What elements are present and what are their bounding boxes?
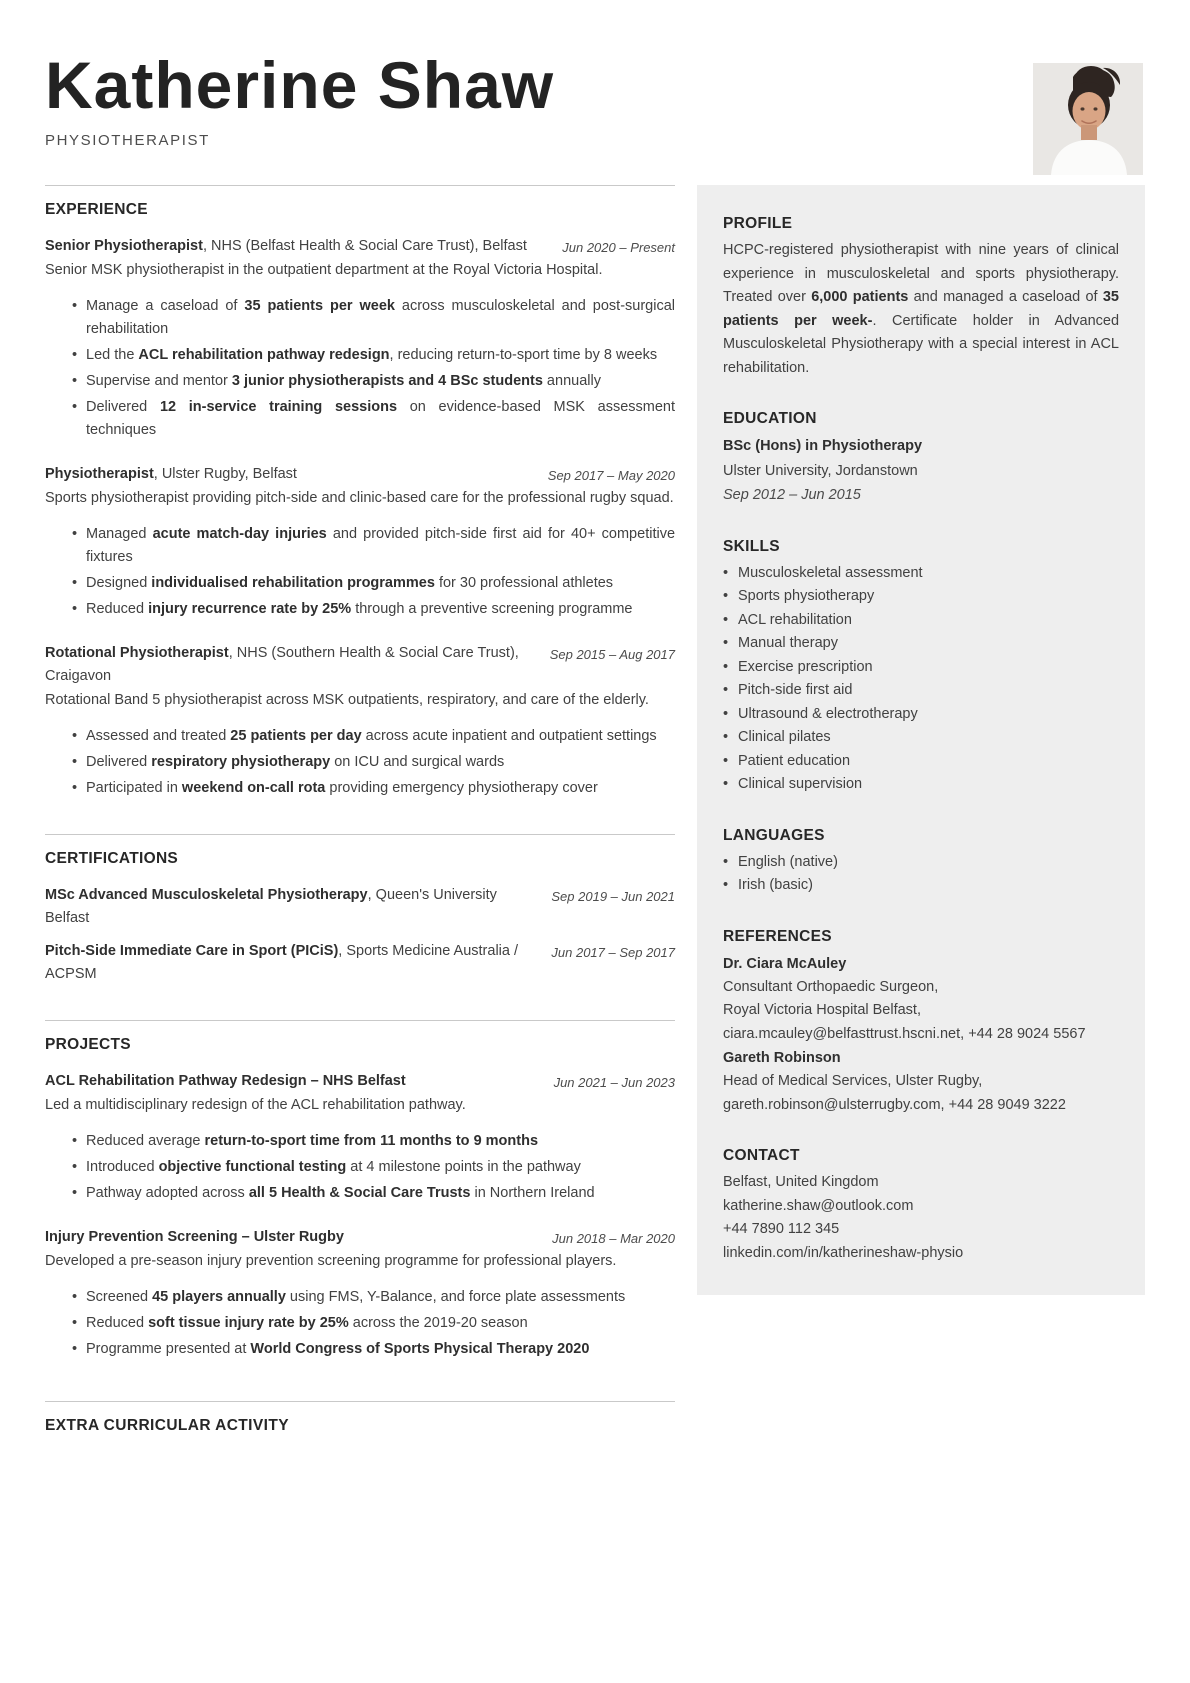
skill-item: • Manual therapy [723, 632, 1119, 656]
section-certifications [45, 834, 675, 986]
section-experience [45, 185, 675, 800]
bullet-item: • Reduced soft tissue injury rate by 25% across the 2019-20 season [45, 1312, 675, 1335]
entry-title: Physiotherapist, Ulster Rugby, Belfast [45, 466, 297, 483]
bullet-item: • Supervise and mentor 3 junior physiotherapists and 4 BSc students annually [45, 370, 675, 393]
reference [723, 1046, 1119, 1117]
section-skills [723, 538, 1119, 797]
entry-summary: Led a multidisciplinary redesign of the ACL rehabilitation pathway. [45, 1097, 466, 1114]
section-languages [723, 827, 1119, 898]
section-divider [45, 834, 675, 835]
person-name: Katherine Shaw [45, 48, 555, 122]
entry-header [45, 884, 675, 930]
bullet-item: • Assessed and treated 25 patients per day across acute inpatient and outpatient settings [45, 725, 675, 748]
reference-line: Head of Medical Services, Ulster Rugby, [723, 1073, 983, 1090]
contact-linkedin: linkedin.com/in/katherineshaw-physio [723, 1244, 964, 1261]
section-profile [723, 215, 1119, 380]
project-entry [45, 1226, 675, 1361]
reference-line: Consultant Orthopaedic Surgeon, [723, 978, 939, 995]
certification-entry [45, 884, 675, 930]
main-column [45, 185, 675, 1435]
reference-line: gareth.robinson@ulsterrugby.com, +44 28 9049 3222 [723, 1096, 1066, 1113]
education-degree: BSc (Hons) in Physiotherapy [723, 438, 923, 455]
entry-bullets [45, 1286, 675, 1361]
entry-date: Sep 2017 – May 2020 [547, 468, 675, 484]
content-columns [45, 185, 1145, 1435]
entry-bullets [45, 1130, 675, 1205]
bullet-item: • Programme presented at World Congress of Sports Physical Therapy 2020 [45, 1338, 675, 1361]
entry-header [45, 1070, 675, 1093]
entry-date: Jun 2018 – Mar 2020 [552, 1231, 675, 1247]
section-heading-contact: CONTACT [723, 1147, 800, 1165]
experience-entry [45, 642, 675, 800]
section-divider [45, 185, 675, 186]
section-extra-curricular [45, 1401, 675, 1435]
section-heading-references: REFERENCES [723, 927, 832, 945]
language-item: • Irish (basic) [723, 874, 1119, 898]
profile-photo [1033, 63, 1143, 175]
resume-header [0, 0, 1190, 149]
section-heading-certifications: CERTIFICATIONS [45, 850, 179, 868]
section-contact [723, 1147, 1119, 1265]
section-references [723, 928, 1119, 1118]
skill-item: • Ultrasound & electrotherapy [723, 703, 1119, 727]
profile-text: HCPC-registered physiotherapist with nine years of clinical experience in musculoskeletal and sports physiotherapy. Treated over 6,000 patients and managed a caseload of 35 patients per week-. Certificate holder in Advanced Musculoskeletal Physiotherapy with a special interest in ACL rehabilitation. [723, 242, 1120, 376]
bullet-item: • Delivered respiratory physiotherapy on ICU and surgical wards [45, 751, 675, 774]
bullet-item: • Managed acute match-day injuries and provided pitch-side first aid for 40+ competitive fixtures [45, 523, 675, 569]
bullet-item: • Pathway adopted across all 5 Health & Social Care Trusts in Northern Ireland [45, 1182, 675, 1205]
entry-header [45, 1226, 675, 1249]
entry-title: Pitch-Side Immediate Care in Sport (PICiS), Sports Medicine Australia / ACPSM [45, 943, 519, 983]
section-education [723, 410, 1119, 508]
entry-bullets [45, 725, 675, 800]
skill-item: • Pitch-side first aid [723, 679, 1119, 703]
entry-bullets [45, 295, 675, 442]
section-divider [45, 1020, 675, 1021]
reference-line: ciara.mcauley@belfasttrust.hscni.net, +44 28 9024 5567 [723, 1025, 1086, 1042]
bullet-item: • Delivered 12 in-service training sessions on evidence-based MSK assessment techniques [45, 396, 675, 442]
bullet-item: • Introduced objective functional testing at 4 milestone points in the pathway [45, 1156, 675, 1179]
person-job-title: PHYSIOTHERAPIST [45, 132, 210, 150]
reference [723, 952, 1119, 1047]
education-dates: Sep 2012 – Jun 2015 [723, 487, 861, 504]
skill-item: • Exercise prescription [723, 656, 1119, 680]
reference-name: Gareth Robinson [723, 1050, 841, 1067]
skills-list [723, 562, 1119, 797]
experience-entry [45, 463, 675, 621]
reference-line: Royal Victoria Hospital Belfast, [723, 1002, 921, 1019]
entry-summary: Rotational Band 5 physiotherapist across MSK outpatients, respiratory, and care of the elderly. [45, 692, 649, 709]
entry-title: MSc Advanced Musculoskeletal Physiotherapy, Queen's University Belfast [45, 887, 497, 927]
entry-date: Sep 2015 – Aug 2017 [549, 647, 675, 663]
entry-date: Jun 2021 – Jun 2023 [553, 1075, 675, 1091]
skill-item: • Clinical pilates [723, 726, 1119, 750]
entry-header [45, 235, 675, 258]
section-heading-education: EDUCATION [723, 410, 817, 428]
contact-phone: +44 7890 112 345 [723, 1221, 840, 1238]
bullet-item: • Reduced injury recurrence rate by 25% through a preventive screening programme [45, 598, 675, 621]
entry-summary: Sports physiotherapist providing pitch-side and clinic-based care for the professional rugby squad. [45, 490, 674, 507]
languages-list [723, 851, 1119, 898]
entry-header [45, 642, 675, 688]
entry-date: Sep 2019 – Jun 2021 [551, 889, 675, 905]
contact-location: Belfast, United Kingdom [723, 1174, 879, 1191]
project-entry [45, 1070, 675, 1205]
entry-title: Rotational Physiotherapist, NHS (Southern Health & Social Care Trust), Craigavon [45, 645, 519, 685]
certification-entry [45, 940, 675, 986]
entry-bullets [45, 523, 675, 621]
skill-item: • Patient education [723, 750, 1119, 774]
bullet-item: • Screened 45 players annually using FMS, Y-Balance, and force plate assessments [45, 1286, 675, 1309]
avatar-illustration [1033, 63, 1143, 175]
bullet-item: • Manage a caseload of 35 patients per week across musculoskeletal and post-surgical rehabilitation [45, 295, 675, 341]
experience-entry [45, 235, 675, 442]
bullet-item: • Led the ACL rehabilitation pathway redesign, reducing return-to-sport time by 8 weeks [45, 344, 675, 367]
skill-item: • Musculoskeletal assessment [723, 562, 1119, 586]
entry-title: Senior Physiotherapist, NHS (Belfast Health & Social Care Trust), Belfast [45, 238, 527, 255]
section-divider [45, 1401, 675, 1402]
section-heading-experience: EXPERIENCE [45, 201, 148, 219]
bullet-item: • Participated in weekend on-call rota providing emergency physiotherapy cover [45, 777, 675, 800]
section-heading-projects: PROJECTS [45, 1036, 131, 1054]
bullet-item: • Reduced average return-to-sport time from 11 months to 9 months [45, 1130, 675, 1153]
entry-header [45, 940, 675, 986]
entry-date: Jun 2020 – Present [562, 240, 675, 256]
entry-summary: Senior MSK physiotherapist in the outpatient department at the Royal Victoria Hospital. [45, 262, 603, 279]
section-heading-languages: LANGUAGES [723, 826, 825, 844]
reference-name: Dr. Ciara McAuley [723, 955, 847, 972]
language-item: • English (native) [723, 851, 1119, 875]
entry-header [45, 463, 675, 486]
bullet-item: • Designed individualised rehabilitation programmes for 30 professional athletes [45, 572, 675, 595]
contact-email: katherine.shaw@outlook.com [723, 1197, 914, 1214]
skill-item: • Clinical supervision [723, 773, 1119, 797]
entry-title: ACL Rehabilitation Pathway Redesign – NHS Belfast [45, 1073, 406, 1090]
entry-title: Injury Prevention Screening – Ulster Rugby [45, 1229, 344, 1246]
skill-item: • Sports physiotherapy [723, 585, 1119, 609]
section-heading-profile: PROFILE [723, 215, 793, 233]
skill-item: • ACL rehabilitation [723, 609, 1119, 633]
education-school: Ulster University, Jordanstown [723, 462, 918, 479]
section-projects [45, 1020, 675, 1361]
section-heading-skills: SKILLS [723, 537, 780, 555]
entry-summary: Developed a pre-season injury prevention screening programme for professional players. [45, 1253, 617, 1270]
sidebar-panel [697, 185, 1145, 1295]
section-heading-extra-curricular: EXTRA CURRICULAR ACTIVITY [45, 1417, 289, 1435]
entry-date: Jun 2017 – Sep 2017 [551, 945, 675, 961]
